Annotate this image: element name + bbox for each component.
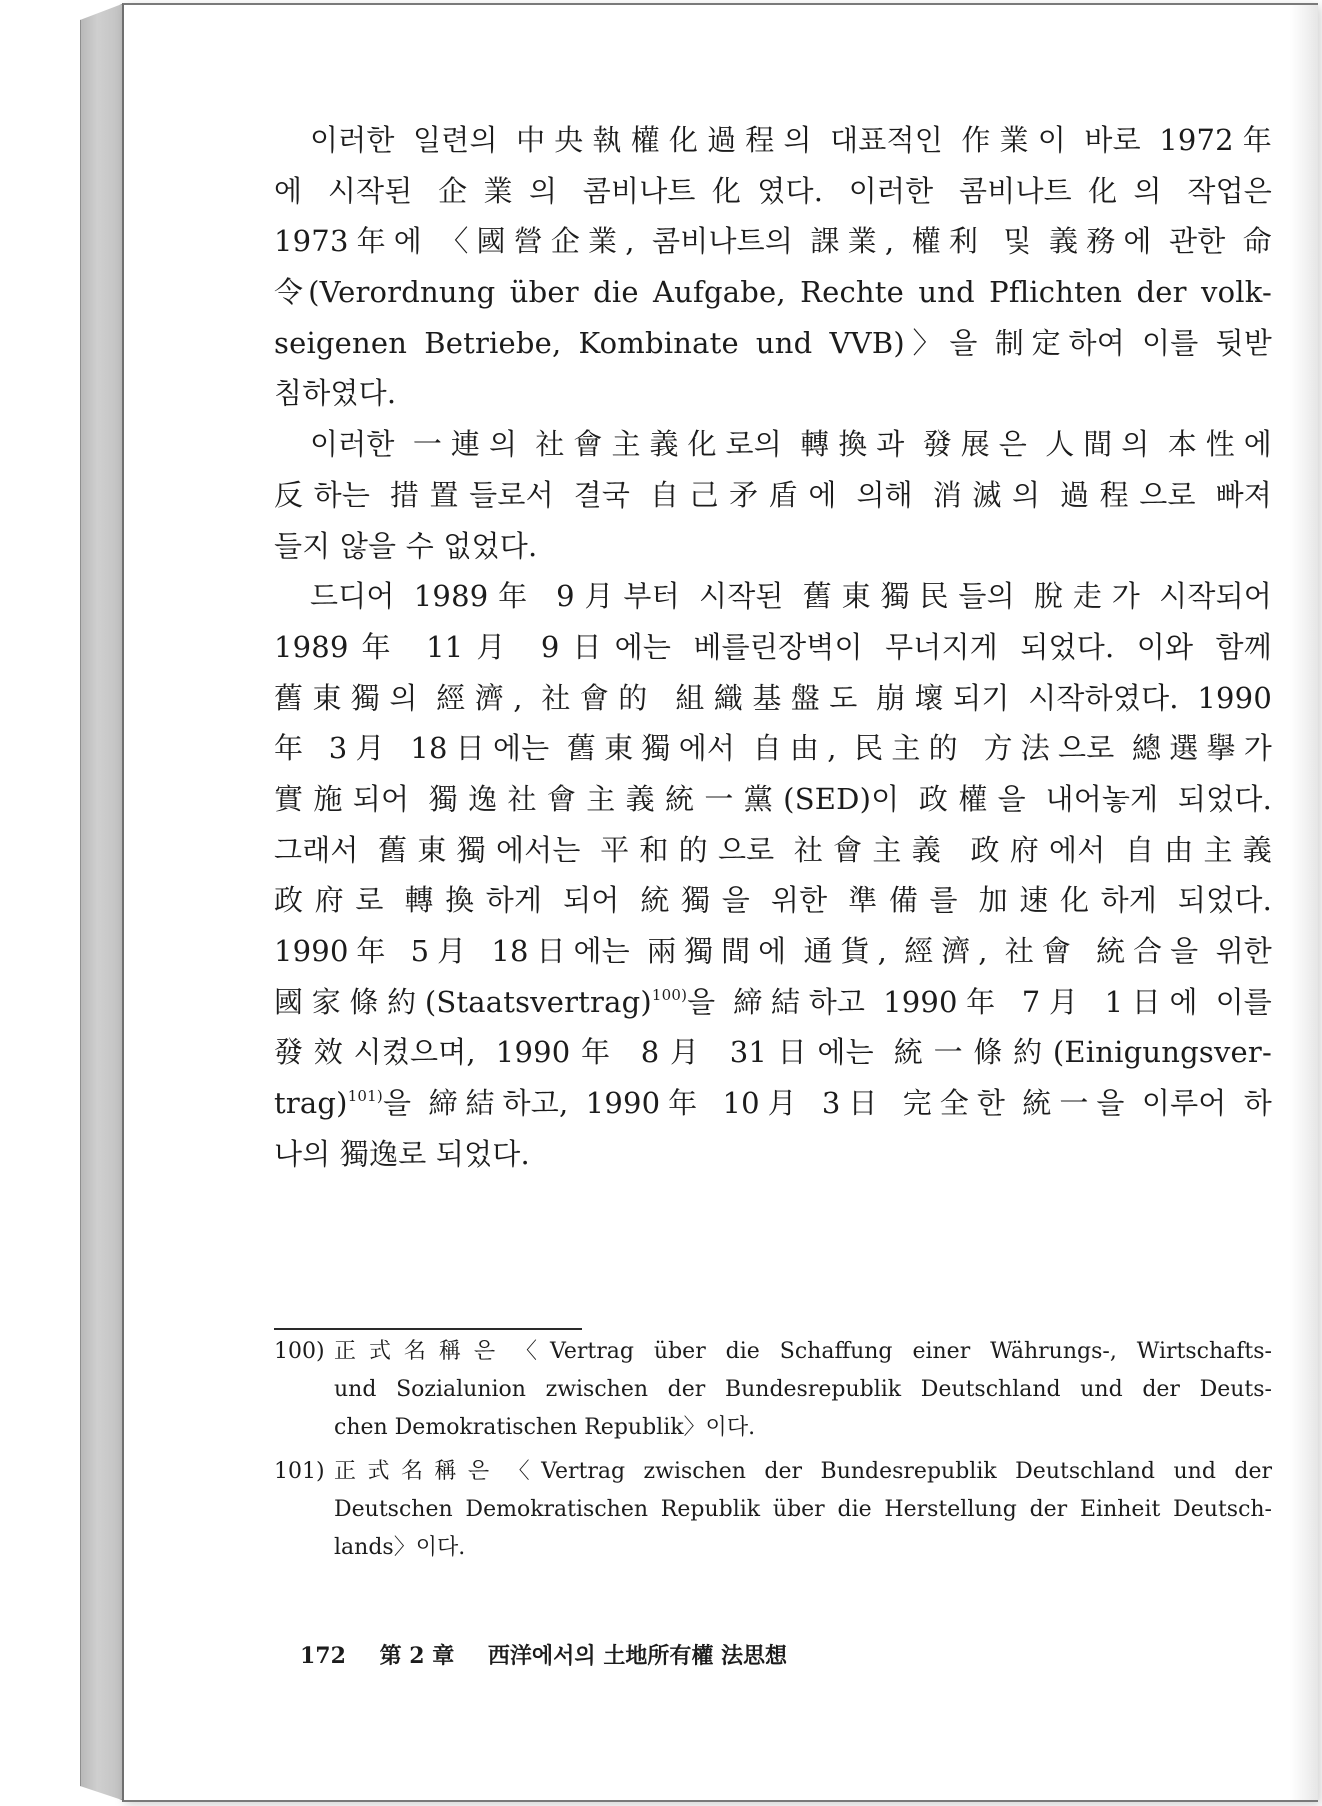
page-edge-shading — [1290, 5, 1318, 1800]
footnote-body — [334, 1333, 1272, 1447]
footnote-line: Deutschen Demokratischen Republik über die Herstellung der Einheit Deutsch- — [334, 1497, 1272, 1522]
text-line: 이러한 一連의 社會主義化로의 轉換과 發展은 人間의 本性에 — [310, 427, 1272, 462]
text-line: 이러한 일련의 中央執權化過程의 대표적인 作業이 바로 1972年 — [310, 123, 1272, 157]
footnote-divider — [274, 1328, 582, 1330]
text-line: 그래서 舊東獨에서는 平和的으로 社會主義 政府에서 自由主義 — [274, 832, 1272, 867]
text-line: 反하는 措置들로서 결국 自己矛盾에 의해 消滅의 過程으로 빠져 — [274, 477, 1272, 512]
text-line: 1989年 11月 9日에는 베를린장벽이 무너지게 되었다. 이와 함께 — [274, 629, 1272, 664]
paragraph-2 — [274, 419, 1272, 571]
text-segment: 을 締結하고 1990年 7月 1日에 이를 — [687, 984, 1273, 1019]
footnote-number: 101) — [274, 1459, 325, 1484]
text-line: 舊東獨의 經濟, 社會的 組織基盤도 崩壞되기 시작하였다. 1990 — [274, 680, 1272, 715]
text-line: 年 3月 18日에는 舊東獨에서 自由, 民主的 方法으로 總選擧가 — [274, 731, 1272, 766]
text-line: 들지 않을 수 없었다. — [274, 528, 538, 563]
text-segment: trag) — [274, 1086, 348, 1121]
text-line: 政府로 轉換하게 되어 統獨을 위한 準備를 加速化하게 되었다. — [274, 883, 1272, 918]
footnote-101 — [274, 1453, 1272, 1567]
footnote-line: chen Demokratischen Republik〉이다. — [334, 1415, 756, 1440]
footnote-100 — [274, 1333, 1272, 1447]
text-line: 침하였다. — [274, 376, 397, 411]
text-line: 實施되어 獨逸社會主義統一黨(SED)이 政權을 내어놓게 되었다. — [274, 781, 1272, 816]
footnote-number: 100) — [274, 1339, 325, 1364]
text-line: 드디어 1989年 9月부터 시작된 舊東獨民들의 脫走가 시작되어 — [310, 579, 1272, 614]
text-segment: 을 締結하고, 1990年 10月 3日 完全한 統一을 이루어 하 — [382, 1086, 1272, 1121]
paragraph-1 — [274, 115, 1272, 419]
page-number: 172 — [300, 1643, 346, 1669]
text-line: 에 시작된 企業의 콤비나트化였다. 이러한 콤비나트化의 작업은 — [274, 173, 1272, 208]
text-line: 1990年 5月 18日에는 兩獨間에 通貨, 經濟, 社會 統合을 위한 — [274, 934, 1272, 968]
chapter-label: 第 2 章 — [379, 1643, 455, 1669]
paragraph-3 — [274, 571, 1272, 1179]
footnote-line: 正式名稱은 〈Vertrag zwischen der Bundesrepublik Deutschland und der — [334, 1459, 1272, 1484]
text-line: 發效시켰으며, 1990年 8月 31日에는 統一條約(Einigungsver- — [274, 1035, 1272, 1070]
text-line: 令(Verordnung über die Aufgabe, Rechte und Pflichten der volk- — [274, 275, 1272, 310]
footnote-line: 正式名稱은 〈Vertrag über die Schaffung einer Währungs-, Wirtschafts- — [334, 1339, 1272, 1364]
main-text — [274, 115, 1272, 1179]
footnote-reference-101: 101) — [347, 1087, 383, 1106]
footnote-line: und Sozialunion zwischen der Bundesrepublik Deutschland und der Deuts- — [334, 1377, 1272, 1402]
text-line: seigenen Betriebe, Kombinate und VVB)〉을 制定하여 이를 뒷받 — [274, 325, 1272, 360]
footnote-line: lands〉이다. — [334, 1535, 466, 1560]
book-page — [122, 3, 1318, 1802]
running-footer — [300, 1639, 813, 1673]
text-line: 1973年에 〈國營企業, 콤비나트의 課業, 權利 및 義務에 관한 命 — [274, 224, 1272, 259]
footnote-reference-100: 100) — [651, 985, 688, 1004]
text-line: 나의 獨逸로 되었다. — [274, 1136, 530, 1171]
book-spine — [80, 4, 122, 1800]
footnote-body — [334, 1453, 1272, 1567]
text-line-with-footnote-ref — [274, 1078, 1272, 1129]
footnotes — [274, 1333, 1272, 1573]
text-line-with-footnote-ref — [274, 977, 1272, 1028]
chapter-title: 西洋에서의 土地所有權 法思想 — [487, 1643, 787, 1669]
text-segment: 國家條約(Staatsvertrag) — [274, 984, 652, 1019]
